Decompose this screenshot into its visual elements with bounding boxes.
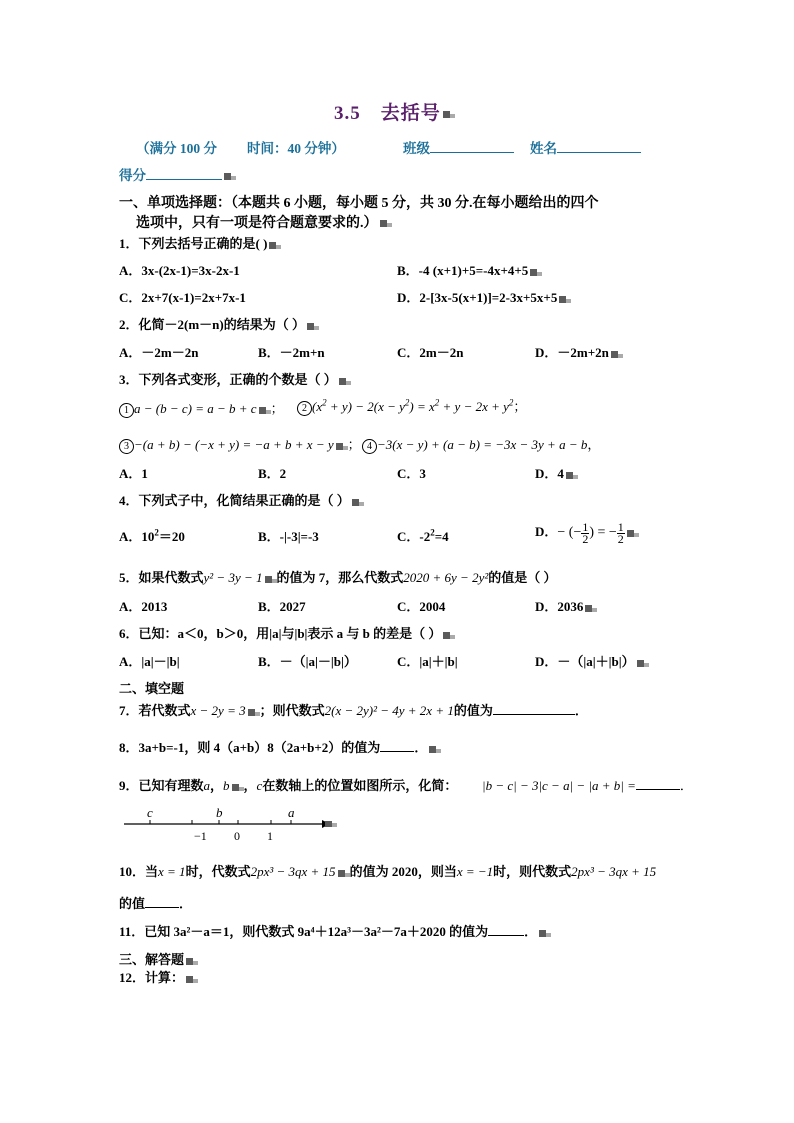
section1-heading-line2: 选项中，只有一项是符合题意要求的.） — [136, 212, 392, 232]
watermark-icon — [307, 322, 319, 331]
q3-expr-2: 2 $(x^2 + y) - 2(x - y^2) = x^2 + y - 2x + y^2$； — [297, 396, 526, 416]
watermark-icon — [443, 631, 455, 640]
q3-option-c: C．3 — [397, 466, 426, 481]
watermark-icon — [352, 498, 364, 507]
circled-3-icon: 3 — [119, 439, 134, 454]
watermark-icon — [325, 821, 332, 827]
q5-option-a: A．2013 — [119, 599, 168, 614]
watermark-icon — [559, 295, 571, 304]
tick-label-minus-1: −1 — [194, 829, 207, 843]
q3-option-d: D．4 — [535, 463, 578, 482]
q4-option-d: D．− (− $\frac{1}{2}$ ) = − $\frac{1}{2}$ — [535, 516, 639, 548]
q6-option-b: B．－（|a|－|b|） — [258, 654, 357, 669]
q4-option-c: C．$-2^2=4$ — [397, 527, 449, 544]
watermark-icon — [338, 869, 350, 878]
q2-stem: 2．化简－2(m－n)的结果为（ ） — [119, 314, 319, 333]
q3-option-b: B．2 — [258, 466, 287, 481]
watermark-icon — [224, 172, 236, 181]
q2-option-b: B．－2m+n — [258, 345, 325, 360]
tick-label-1: 1 — [267, 829, 273, 843]
name-blank[interactable] — [557, 139, 641, 153]
time-info: 时间：40 分钟） — [247, 141, 345, 156]
q9-answer-blank[interactable] — [636, 777, 680, 790]
q11-text: 11．已知 3a²－a＝1，则代数式 9a⁴＋12a³－3a²－7a＋2020 的值为 ． — [119, 921, 551, 940]
circled-1-icon: 1 — [119, 403, 134, 418]
q1-option-a: A．3x-(2x-1)=3x-2x-1 — [119, 263, 240, 278]
watermark-icon — [380, 219, 392, 228]
score-label: 得分 — [119, 168, 146, 183]
circled-4-icon: 4 — [362, 439, 377, 454]
q12-stem: 12．计算： — [119, 967, 198, 986]
q4-stem: 4．下列式子中，化简结果正确的是（ ） — [119, 490, 364, 509]
q2-option-c: C．2m－2n — [397, 345, 464, 360]
q1-option-b: B．-4 (x+1)+5=-4x+4+5 — [397, 260, 542, 279]
section2-heading: 二、填空题 — [119, 681, 185, 696]
q3-expr-3: 3 −(a + b) − (−x + y) = −a + b + x − y ； — [119, 434, 361, 454]
watermark-icon — [186, 975, 198, 984]
watermark-icon — [443, 110, 455, 119]
page-title: 3.5 去括号 — [334, 98, 455, 125]
watermark-icon — [611, 350, 623, 359]
class-label: 班级 — [403, 141, 430, 156]
q9-text: 9．已知有理数a，b ，c在数轴上的位置如图所示，化简： — [119, 778, 458, 793]
q3-stem: 3．下列各式变形，正确的个数是（ ） — [119, 369, 351, 388]
axis-label-b: b — [216, 805, 223, 820]
name-label: 姓名 — [530, 141, 557, 156]
watermark-icon-tail — [332, 823, 337, 827]
score-info: （满分 100 分 — [136, 141, 217, 156]
q5-stem: 5．如果代数式y² − 3y − 1 的值为 7，那么代数式2020 + 6y − 2y²的值是（ ） — [119, 570, 557, 585]
q6-option-c: C．|a|＋|b| — [397, 654, 458, 669]
q6-option-d: D．－（|a|＋|b|） — [535, 651, 649, 670]
q5-option-d: D．2036 — [535, 596, 597, 615]
tick-label-0: 0 — [234, 829, 240, 843]
q5-option-b: B．2027 — [258, 599, 306, 614]
watermark-icon — [637, 659, 649, 668]
section1-heading-line1: 一、单项选择题：（本题共 6 小题，每小题 5 分，共 30 分.在每小题给出的四个 — [119, 196, 599, 211]
q4-option-b: B．-|-3|=-3 — [258, 529, 319, 544]
q8-answer-blank[interactable] — [380, 739, 414, 752]
watermark-icon — [539, 929, 551, 938]
q7-text: 7．若代数式x − 2y = 3 ；则代数式2(x − 2y)² − 4y + 2x + 1的值为 ． — [119, 703, 588, 718]
q2-option-a: A．－2m－2n — [119, 345, 199, 360]
q9-expr: |b − c| − 3|c − a| − |a + b| = ． — [482, 778, 693, 793]
watermark-icon — [566, 471, 578, 480]
axis-label-c: c — [147, 805, 153, 820]
watermark-icon — [248, 708, 260, 717]
circled-2-icon: 2 — [297, 401, 312, 416]
axis-label-a: a — [288, 805, 295, 820]
q10-line2: 的值 ． — [119, 896, 193, 911]
q3-expr-1: 1 a − (b − c) = a − b + c ； — [119, 398, 284, 418]
q1-option-c: C．2x+7(x-1)=2x+7x-1 — [119, 290, 246, 305]
number-line — [118, 802, 348, 844]
q4-option-a: A．$10^2=20$ — [119, 527, 185, 544]
watermark-icon — [232, 783, 244, 792]
watermark-icon — [339, 377, 351, 386]
name-field[interactable] — [530, 137, 641, 157]
score-blank[interactable] — [146, 166, 222, 180]
watermark-icon — [627, 529, 639, 538]
q8-text: 8．3a+b=-1，则 4（a+b）8（2a+b+2）的值为 ． — [119, 737, 441, 756]
section3-heading: 三、解答题 — [119, 949, 198, 968]
q10-line1: 10．当x = 1时，代数式2px³ − 3qx + 15 的值为 2020，则当x = −1时，则代数式2px³ − 3qx + 15 — [119, 864, 657, 879]
fraction-half: $\frac{1}{2}$ — [617, 519, 624, 546]
q3-expr-4: 4 −3(x − y) + (a − b) = −3x − 3y + a − b， — [362, 434, 600, 454]
watermark-icon — [336, 442, 348, 451]
q10-answer-blank[interactable] — [145, 895, 179, 908]
score-field[interactable] — [119, 164, 236, 184]
q2-option-d: D．－2m+2n — [535, 342, 623, 361]
q1-stem: 1．下列去括号正确的是( ) — [119, 233, 281, 252]
watermark-icon — [265, 575, 277, 584]
watermark-icon — [259, 406, 271, 415]
watermark-icon — [585, 604, 597, 613]
q7-answer-blank[interactable] — [493, 702, 575, 715]
q6-option-a: A．|a|－|b| — [119, 654, 180, 669]
q5-option-c: C．2004 — [397, 599, 446, 614]
q6-stem: 6．已知：a＜0，b＞0，用|a|与|b|表示 a 与 b 的差是（ ） — [119, 623, 455, 642]
watermark-icon — [530, 268, 542, 277]
watermark-icon — [429, 745, 441, 754]
watermark-icon — [269, 241, 281, 250]
fraction-half: $\frac{1}{2}$ — [582, 519, 589, 546]
watermark-icon — [186, 957, 198, 966]
q3-option-a: A．1 — [119, 466, 148, 481]
class-blank[interactable] — [430, 139, 514, 153]
q1-option-d: D．2-[3x-5(x+1)]=2-3x+5x+5 — [397, 287, 571, 306]
q11-answer-blank[interactable] — [488, 923, 524, 936]
class-field[interactable] — [403, 137, 514, 157]
